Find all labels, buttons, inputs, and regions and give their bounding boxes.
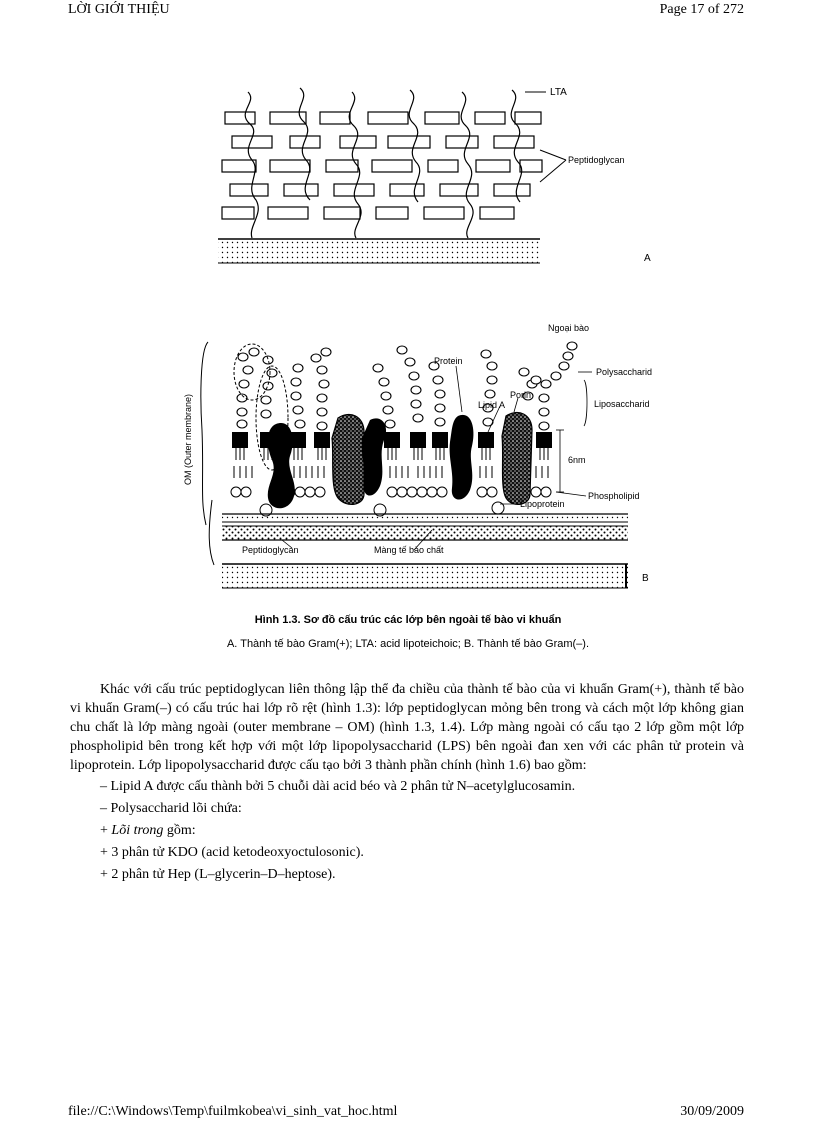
- label-lipoprotein: Lipoprotein: [520, 499, 565, 509]
- list-item: [100, 821, 744, 840]
- label-lta: LTA: [550, 87, 567, 98]
- label-lipid-a: Lipid A: [478, 400, 506, 410]
- label-porin: Porin: [510, 390, 532, 400]
- body-paragraph: Khác với cấu trúc peptidoglycan liên thông lập thể đa chiều của thành tế bào của vi khuẩn Gram(+), thành tế bào vi khuẩn Gram(–) có cấu trúc hai lớp rõ rệt (hình 1.3): lớp peptidoglycan mỏng bên trong và cách một lớp không gian chu chất là lớp màng ngoài (outer membrane – OM) (hình 1.3, 1.4). Lớp màng ngoài có cấu tạo 2 lớp gồm một lớp phospholipid bên trong kết hợp với một lớp lipopolysaccharid (LPS) bên ngoài đan xen với các phân tử protein và lipoprotein. Lớp lipopolysaccharid được cấu tạo bởi 3 thành phần chính (hình 1.6) bao gồm:: [70, 682, 744, 773]
- label-cell-membrane: Màng tế bào chất: [374, 545, 444, 555]
- list-item: – Lipid A được cấu thành bởi 5 chuỗi dài acid béo và 2 phân tử N–acetylglucosamin.: [100, 779, 576, 794]
- panel-a-letter: A: [644, 253, 651, 264]
- header-section-title: LỜI GIỚI THIỆU: [68, 2, 170, 17]
- label-liposaccharid: Liposaccharid: [594, 399, 650, 409]
- label-extracellular: Ngoại bào: [548, 323, 590, 333]
- panel-b-letter: B: [642, 573, 649, 584]
- list-item: – Polysaccharid lõi chứa:: [100, 801, 242, 816]
- label-peptidoglycan-b: Peptidoglycan: [242, 545, 299, 555]
- panel-b-gram-negative-wall: [183, 323, 652, 588]
- label-thickness: 6nm: [568, 455, 586, 465]
- list-item: + 2 phân tử Hep (L–glycerin–D–heptose).: [100, 867, 336, 882]
- label-outer-membrane: OM (Outer membrane): [183, 393, 193, 485]
- list-item-suffix: gồm:: [163, 823, 196, 838]
- figure-caption-title: Hình 1.3. Sơ đồ cấu trúc các lớp bên ngoài tế bào vi khuẩn: [254, 614, 562, 626]
- list-item: + 3 phân tử KDO (acid ketodeoxyoctulosonic).: [100, 845, 364, 860]
- body-text: [70, 680, 744, 887]
- list-item-emphasis: Lõi trong: [111, 823, 164, 838]
- footer-date: 30/09/2009: [680, 1104, 744, 1119]
- header-page-indicator: Page 17 of 272: [659, 2, 744, 17]
- label-protein: Protein: [434, 356, 463, 366]
- list-item-prefix: +: [100, 823, 112, 838]
- panel-a-gram-positive-wall: [218, 87, 651, 264]
- label-phospholipid: Phospholipid: [588, 491, 640, 501]
- footer-file-path: file://C:\Windows\Temp\fuilmkobea\vi_sinh_vat_hoc.html: [68, 1104, 398, 1119]
- label-polysaccharid: Polysaccharid: [596, 367, 653, 377]
- label-peptidoglycan-a: Peptidoglycan: [568, 155, 625, 165]
- body-list: [70, 777, 744, 884]
- peptidoglycan-mesh: [222, 112, 542, 219]
- figure-caption-text: A. Thành tế bào Gram(+); LTA: acid lipoteichoic; B. Thành tế bào Gram(–).: [226, 638, 590, 650]
